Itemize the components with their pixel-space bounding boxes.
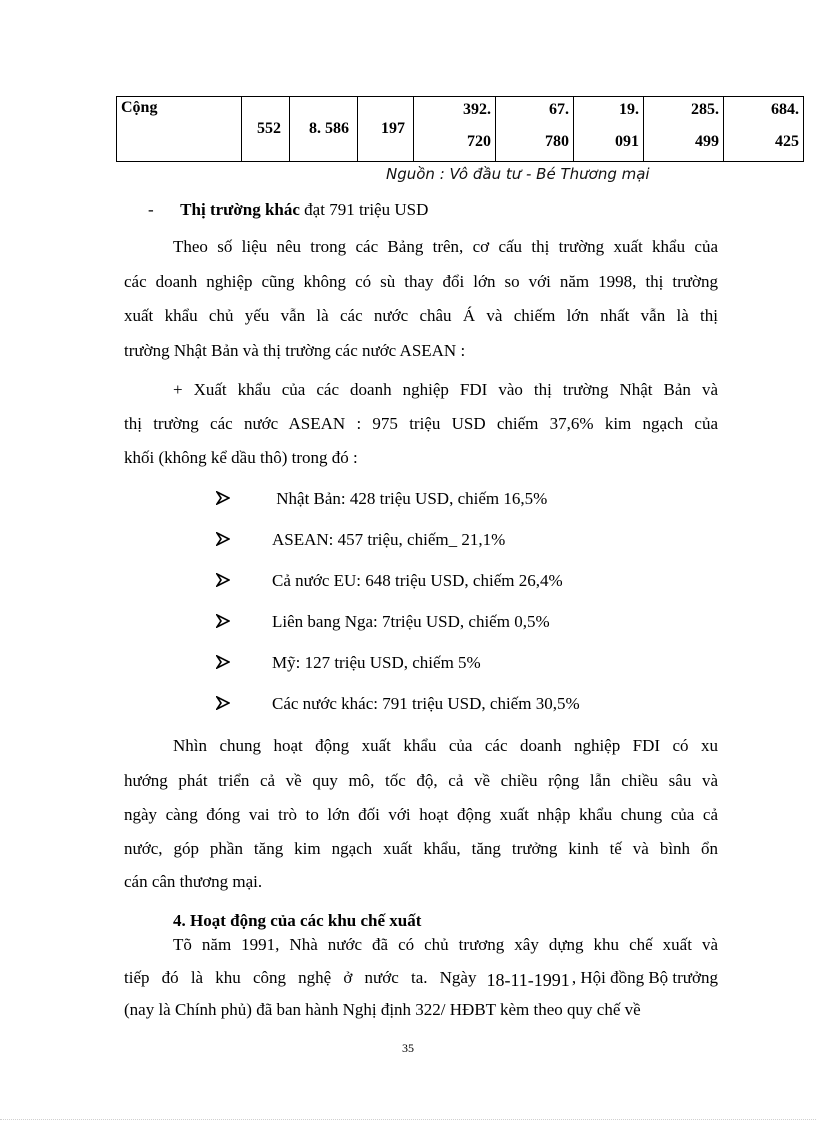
cell-c7-bottom: 499: [695, 133, 719, 150]
line-text-before-date: tiếp đó là khu công nghệ ở nước ta. Ngày: [124, 968, 477, 987]
cell-c5: [496, 97, 574, 162]
cell-c1: 552: [242, 97, 290, 162]
page-number: 35: [402, 1041, 414, 1055]
cell-c7: [644, 97, 724, 162]
list-item-text: Các nước khác: 791 triệu USD, chiếm 30,5%: [272, 694, 580, 713]
list-item-text: Liên bang Nga: 7triệu USD, chiếm 0,5%: [272, 612, 550, 631]
cell-c8-bottom: 425: [775, 133, 799, 150]
paragraph-line: Tõ năm 1991, Nhà nước đã có chủ trương xây dựng khu chế xuất và: [173, 935, 718, 954]
list-item-text: Mỹ: 127 triệu USD, chiếm 5%: [272, 653, 481, 672]
list-item: [216, 571, 563, 591]
arrow-bullet-icon: [216, 696, 230, 710]
paragraph-line: các doanh nghiệp cũng không có sù thay đổi lớn so với năm 1998, thị trường: [124, 272, 718, 291]
line-text-after-date: , Hội đồng Bộ trưởng: [571, 968, 718, 987]
paragraph-line: (nay là Chính phủ) đã ban hành Nghị định 322/ HĐBT kèm theo quy chế về: [124, 1000, 641, 1019]
paragraph-line: [124, 967, 718, 988]
cell-c5-top: 67.: [549, 101, 569, 118]
cell-c6: [574, 97, 644, 162]
decree-date: 18-11-1991: [486, 970, 570, 990]
list-item-text: Cả nước EU: 648 triệu USD, chiếm 26,4%: [272, 571, 563, 590]
cell-c8: [724, 97, 804, 162]
arrow-bullet-icon: [216, 614, 230, 628]
cell-c4-bottom: 720: [467, 133, 491, 150]
cell-c4: [414, 97, 496, 162]
paragraph-line: Theo số liệu nêu trong các Bảng trên, cơ cấu thị trường xuất khẩu của: [173, 237, 718, 256]
table-source-note: Nguồn : Vô đầu tư - Bé Thương mại: [386, 165, 650, 183]
paragraph-line: ngày càng đóng vai trò to lớn đối với hoạt động xuất nhập khẩu chung của cả: [124, 805, 718, 824]
list-item: [216, 612, 550, 632]
section-heading: 4. Hoạt động của các khu chế xuất: [173, 911, 422, 930]
arrow-bullet-icon: [216, 491, 230, 505]
row-label: Cộng: [117, 97, 242, 162]
list-item-text: Nhật Bản: 428 triệu USD, chiếm 16,5%: [272, 489, 548, 508]
list-item: [216, 653, 481, 673]
dash-item-text: đạt 791 triệu USD: [299, 200, 429, 219]
cell-c6-bottom: 091: [615, 133, 639, 150]
paragraph-line: + Xuất khẩu của các doanh nghiệp FDI vào thị trường Nhật Bản và: [173, 380, 718, 399]
dash-list-item: [148, 200, 428, 220]
cell-c4-top: 392.: [463, 101, 491, 118]
paragraph-line: xuất khẩu chủ yếu vẫn là các nước châu Á và chiếm lớn nhất vẫn là thị: [124, 306, 718, 325]
paragraph-line: nước, góp phần tăng kim ngạch xuất khẩu, tăng trưởng kinh tế và bình ổn: [124, 839, 718, 858]
arrow-bullet-icon: [216, 532, 230, 546]
table-row: [117, 97, 804, 162]
footer-divider: [0, 1119, 816, 1120]
paragraph-line: khối (không kể dầu thô) trong đó :: [124, 448, 358, 467]
list-item: [216, 489, 547, 509]
arrow-bullet-icon: [216, 573, 230, 587]
list-item-text: ASEAN: 457 triệu, chiếm_ 21,1%: [272, 530, 506, 549]
paragraph-line: cán cân thương mại.: [124, 872, 263, 891]
cell-c6-top: 19.: [619, 101, 639, 118]
dash-marker: -: [148, 200, 154, 219]
cell-c2: 8. 586: [290, 97, 358, 162]
list-item: [216, 694, 580, 714]
summary-table: [116, 96, 804, 162]
paragraph-line: thị trường các nước ASEAN : 975 triệu USD chiếm 37,6% kim ngạch của: [124, 414, 718, 433]
cell-c8-top: 684.: [771, 101, 799, 118]
paragraph-line: Nhìn chung hoạt động xuất khẩu của các doanh nghiệp FDI có xu: [173, 736, 718, 755]
arrow-bullet-icon: [216, 655, 230, 669]
paragraph-line: trường Nhật Bản và thị trường các nước ASEAN :: [124, 341, 466, 360]
cell-c5-bottom: 780: [545, 133, 569, 150]
dash-item-bold: Thị trường khác: [180, 200, 300, 219]
paragraph-line: hướng phát triển cả về quy mô, tốc độ, cả về chiều rộng lẫn chiều sâu và: [124, 771, 718, 790]
cell-c3: 197: [358, 97, 414, 162]
cell-c7-top: 285.: [691, 101, 719, 118]
list-item: [216, 530, 505, 550]
